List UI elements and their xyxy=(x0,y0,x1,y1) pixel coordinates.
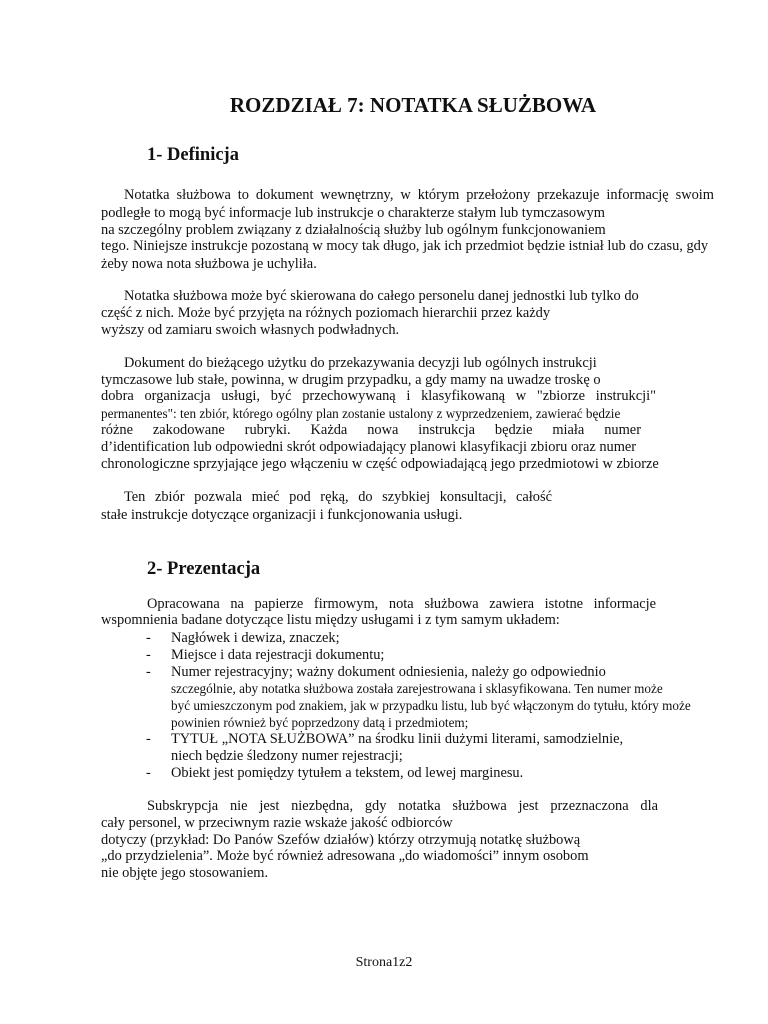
page-title: ROZDZIAŁ 7: NOTATKA SŁUŻBOWA xyxy=(229,93,597,117)
paragraph-line: wspomnienia badane dotyczące listu między usługami i z tym samym układem: xyxy=(101,612,560,628)
paragraph-line: żeby nowa nota służbowa je uchyliła. xyxy=(101,256,317,272)
paragraph-line: d’identification lub odpowiedni skrót odpowiadający planowi klasyfikacji zbioru oraz numer xyxy=(101,439,637,455)
page-number: Strona1z2 xyxy=(355,955,413,970)
paragraph-line: podległe to mogą być informacje lub instrukcje o charakterze stałym lub tymczasowym xyxy=(101,205,605,221)
list-dash: - xyxy=(146,731,151,747)
paragraph-line: Notatka służbowa może być skierowana do całego personelu danej jednostki lub tylko do xyxy=(124,288,639,304)
paragraph-line: różne zakodowane rubryki. Każda nowa instrukcja będzie miała numer xyxy=(101,422,641,438)
paragraph-line: Dokument do bieżącego użytku do przekazywania decyzji lub ogólnych instrukcji xyxy=(124,355,597,371)
section-heading-definicja: 1- Definicja xyxy=(147,145,239,165)
paragraph-line: część z nich. Może być przyjęta na różnych poziomach hierarchii przez każdy xyxy=(101,305,551,321)
paragraph-line: „do przydzielenia”. Może być również adresowana „do wiadomości” innym osobom xyxy=(101,848,589,864)
list-item: Obiekt jest pomiędzy tytułem a tekstem, od lewej marginesu. xyxy=(171,765,524,781)
list-dash: - xyxy=(146,765,151,781)
paragraph-line: na szczególny problem związany z działalnością służby lub ogólnym funkcjonowaniem xyxy=(101,222,606,238)
paragraph-line: chronologiczne sprzyjające jego włączeniu w część odpowiadającą jego przedmiotowi w zbiorze xyxy=(101,456,659,472)
list-dash: - xyxy=(146,664,151,680)
list-item: Miejsce i data rejestracji dokumentu; xyxy=(171,647,385,663)
list-item-continuation: szczególnie, aby notatka służbowa została zarejestrowana i sklasyfikowana. Ten numer może xyxy=(171,681,663,696)
list-item: TYTUŁ „NOTA SŁUŻBOWA” na środku linii dużymi literami, samodzielnie, xyxy=(171,731,624,747)
paragraph-line: dotyczy (przykład: Do Panów Szefów działów) którzy otrzymują notatkę służbową xyxy=(101,832,581,848)
paragraph-line: stałe instrukcje dotyczące organizacji i funkcjonowania usługi. xyxy=(101,507,463,523)
paragraph-line: Subskrypcja nie jest niezbędna, gdy notatka służbowa jest przeznaczona dla xyxy=(147,798,658,814)
list-dash: - xyxy=(146,630,151,646)
paragraph-line: cały personel, w przeciwnym razie wskaże jakość odbiorców xyxy=(101,815,453,831)
list-item: Numer rejestracyjny; ważny dokument odniesienia, należy go odpowiednio xyxy=(171,664,606,680)
paragraph-line: nie objęte jego stosowaniem. xyxy=(101,865,269,881)
list-item-continuation: być umieszczonym pod znakiem, jak w przypadku listu, lub być włączonym do tytułu, który może xyxy=(171,698,691,713)
paragraph-line: dobra organizacja usługi, być przechowywaną i klasyfikowaną w "zbiorze instrukcji" xyxy=(101,388,656,404)
paragraph-line: Notatka służbowa to dokument wewnętrzny, w którym przełożony przekazuje informację swoim xyxy=(124,187,714,203)
paragraph-line: Opracowana na papierze firmowym, nota służbowa zawiera istotne informacje xyxy=(147,596,656,612)
paragraph-line: wyższy od zamiaru swoich własnych podwładnych. xyxy=(101,322,400,338)
list-item-continuation: powinien również być poprzedzony datą i przedmiotem; xyxy=(171,715,469,730)
paragraph-line: tego. Niniejsze instrukcje pozostaną w mocy tak długo, jak ich przedmiot będzie istniał lub do czasu, gdy xyxy=(101,238,709,254)
paragraph-line: tymczasowe lub stałe, powinna, w drugim przypadku, a gdy mamy na uwadze troskę o xyxy=(101,372,601,388)
list-dash: - xyxy=(146,647,151,663)
list-item: Nagłówek i dewiza, znaczek; xyxy=(171,630,340,646)
paragraph-line: permanentes": ten zbiór, którego ogólny plan zostanie ustalony z wyprzedzeniem, zawierać będzie xyxy=(101,406,621,421)
list-item-continuation: niech będzie śledzony numer rejestracji; xyxy=(171,748,403,764)
section-heading-prezentacja: 2- Prezentacja xyxy=(147,559,261,579)
paragraph-line: Ten zbiór pozwala mieć pod ręką, do szybkiej konsultacji, całość xyxy=(124,489,552,505)
